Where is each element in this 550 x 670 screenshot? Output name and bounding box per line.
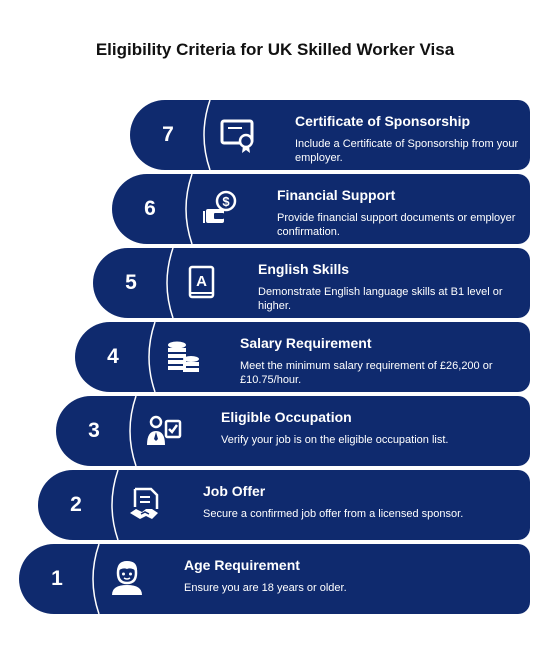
step-heading: Eligible Occupation bbox=[221, 409, 352, 425]
contract-handshake-icon bbox=[124, 484, 168, 526]
step-divider bbox=[196, 100, 214, 170]
step-3 bbox=[56, 396, 530, 466]
step-number: 4 bbox=[107, 345, 119, 368]
step-description: Meet the minimum salary requirement of £26,200 or £10.75/hour. bbox=[240, 360, 493, 386]
step-number: 3 bbox=[88, 419, 100, 442]
step-7 bbox=[130, 100, 530, 170]
step-heading: Financial Support bbox=[277, 187, 396, 203]
step-description: Demonstrate English language skills at B1 level or higher. bbox=[258, 286, 503, 312]
step-heading: English Skills bbox=[258, 261, 350, 277]
step-5 bbox=[93, 248, 530, 318]
svg-text:A: A bbox=[196, 273, 207, 290]
step-number: 1 bbox=[51, 567, 63, 590]
step-divider bbox=[85, 544, 103, 614]
step-heading: Salary Requirement bbox=[240, 335, 372, 351]
step-number: 7 bbox=[162, 123, 174, 146]
step-description: Provide financial support documents or employer confirmation. bbox=[277, 212, 516, 238]
step-divider bbox=[178, 174, 196, 244]
coins-stack-icon bbox=[161, 336, 205, 378]
step-6 bbox=[112, 174, 530, 244]
language-book-icon bbox=[179, 262, 223, 304]
wallet-dollar-icon bbox=[198, 188, 242, 230]
page-title: Eligibility Criteria for UK Skilled Worker Visa bbox=[95, 40, 455, 59]
step-divider bbox=[141, 322, 159, 392]
svg-text:$: $ bbox=[222, 194, 230, 209]
step-description: Secure a confirmed job offer from a licensed sponsor. bbox=[203, 508, 464, 520]
person-checklist-icon bbox=[142, 410, 186, 452]
step-divider bbox=[122, 396, 140, 466]
step-number: 6 bbox=[144, 197, 156, 220]
step-divider bbox=[159, 248, 177, 318]
step-description: Include a Certificate of Sponsorship from your employer. bbox=[295, 138, 519, 164]
step-1 bbox=[19, 544, 530, 614]
person-avatar-icon bbox=[105, 558, 149, 600]
step-heading: Certificate of Sponsorship bbox=[295, 113, 471, 129]
step-heading: Age Requirement bbox=[184, 557, 300, 573]
step-number: 5 bbox=[125, 271, 137, 294]
step-heading: Job Offer bbox=[203, 483, 266, 499]
step-description: Ensure you are 18 years or older. bbox=[184, 582, 347, 594]
step-divider bbox=[104, 470, 122, 540]
certificate-icon bbox=[216, 114, 260, 156]
step-4 bbox=[75, 322, 530, 392]
step-number: 2 bbox=[70, 493, 82, 516]
step-2 bbox=[38, 470, 530, 540]
step-description: Verify your job is on the eligible occupation list. bbox=[221, 434, 449, 446]
